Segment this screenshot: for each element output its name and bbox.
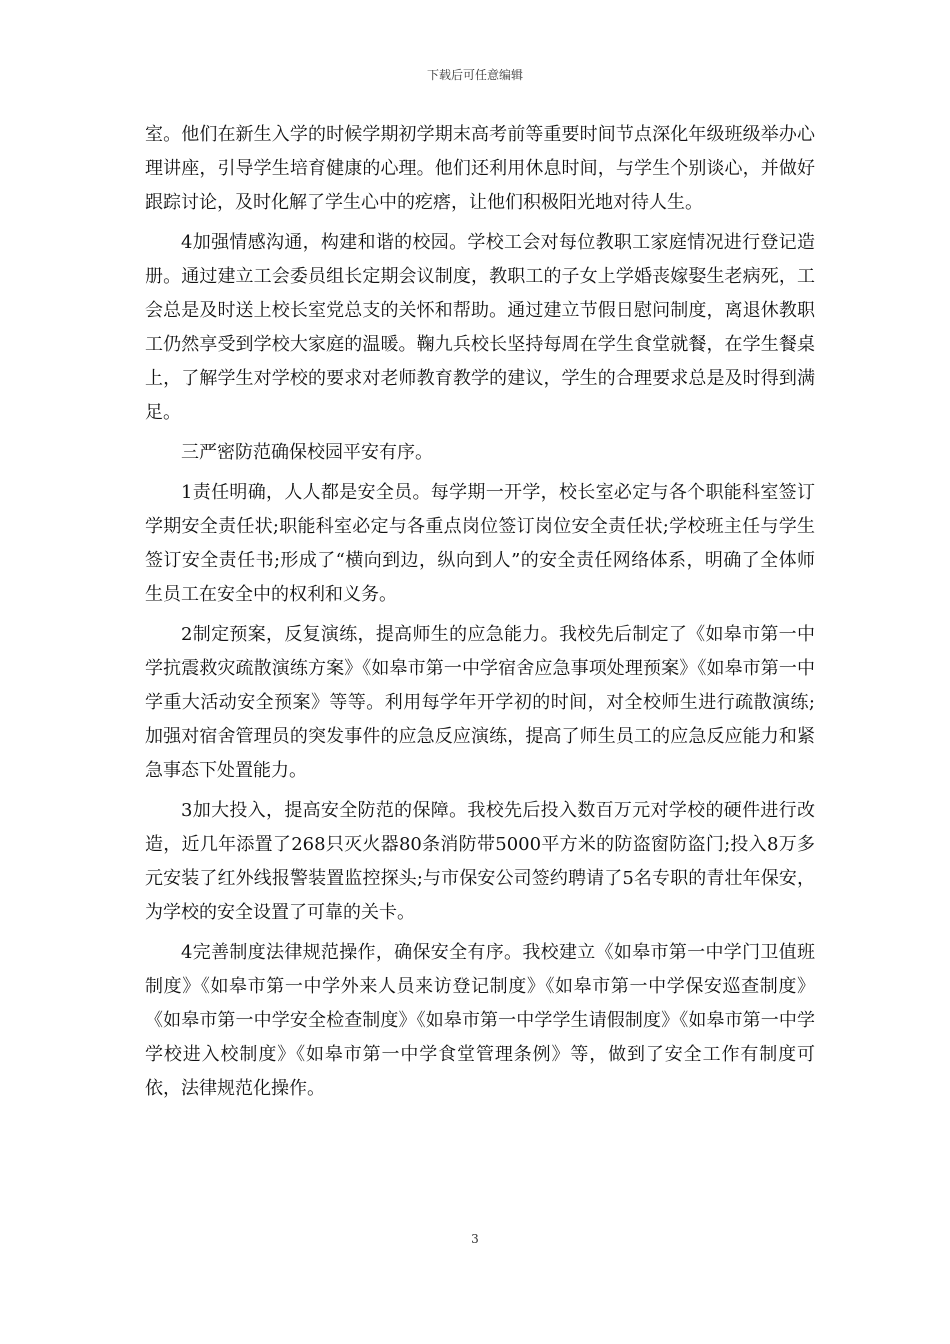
paragraph-regulations: 4完善制度法律规范操作，确保安全有序。我校建立《如皋市第一中学门卫值班制度》《如皋市第一中学外来人员来访登记制度》《如皋市第一中学保安巡查制度》《如皋市第一中学安全检查制度》《如皋市第一中学学生请假制度》《如皋市第一中学学校进入校制度》《如皋市第一中学食堂管理条例》等，做到了安全工作有制度可依，法律规范化操作。	[145, 942, 815, 1099]
paragraph-emergency-plans: 2制定预案，反复演练，提高师生的应急能力。我校先后制定了《如皋市第一中学抗震救灾疏散演练方案》《如皋市第一中学宿舍应急事项处理预案》《如皋市第一中学重大活动安全预案》等等。利用每学年开学初的时间，对全校师生进行疏散演练;加强对宿舍管理员的突发事件的应急反应演练，提高了师生员工的应急反应能力和紧急事态下处置能力。	[145, 624, 815, 781]
paragraph-emotional-communication: 4加强情感沟通，构建和谐的校园。学校工会对每位教职工家庭情况进行登记造册。通过建立工会委员组长定期会议制度，教职工的子女上学婚丧嫁娶生老病死，工会总是及时送上校长室党总支的关怀和帮助。通过建立节假日慰问制度，离退休教职工仍然享受到学校大家庭的温暖。鞠九兵校长坚持每周在学生食堂就餐，在学生餐桌上，了解学生对学校的要求对老师教育教学的建议，学生的合理要求总是及时得到满足。	[145, 232, 815, 423]
paragraph-investment: 3加大投入，提高安全防范的保障。我校先后投入数百万元对学校的硬件进行改造，近几年添置了268只灭火器80条消防带5000平方米的防盗窗防盗门;投入8万多元安装了红外线报警装置监控探头;与市保安公司签约聘请了5名专职的青壮年保安，为学校的安全设置了可靠的关卡。	[145, 800, 815, 923]
document-body	[145, 118, 815, 1112]
section-heading-safety: 三严密防范确保校园平安有序。	[181, 442, 433, 463]
page-header: 下载后可任意编辑	[426, 68, 523, 82]
paragraph-continued: 室。他们在新生入学的时候学期初学期末高考前等重要时间节点深化年级班级举办心理讲座，引导学生培育健康的心理。他们还利用休息时间，与学生个别谈心，并做好跟踪讨论，及时化解了学生心中的疙瘩，让他们积极阳光地对待人生。	[145, 124, 815, 213]
page-number: 3	[471, 1232, 479, 1246]
paragraph-responsibility: 1责任明确，人人都是安全员。每学期一开学，校长室必定与各个职能科室签订学期安全责任状;职能科室必定与各重点岗位签订岗位安全责任状;学校班主任与学生签订安全责任书;形成了“横向到边，纵向到人”的安全责任网络体系，明确了全体师生员工在安全中的权利和义务。	[145, 482, 815, 605]
